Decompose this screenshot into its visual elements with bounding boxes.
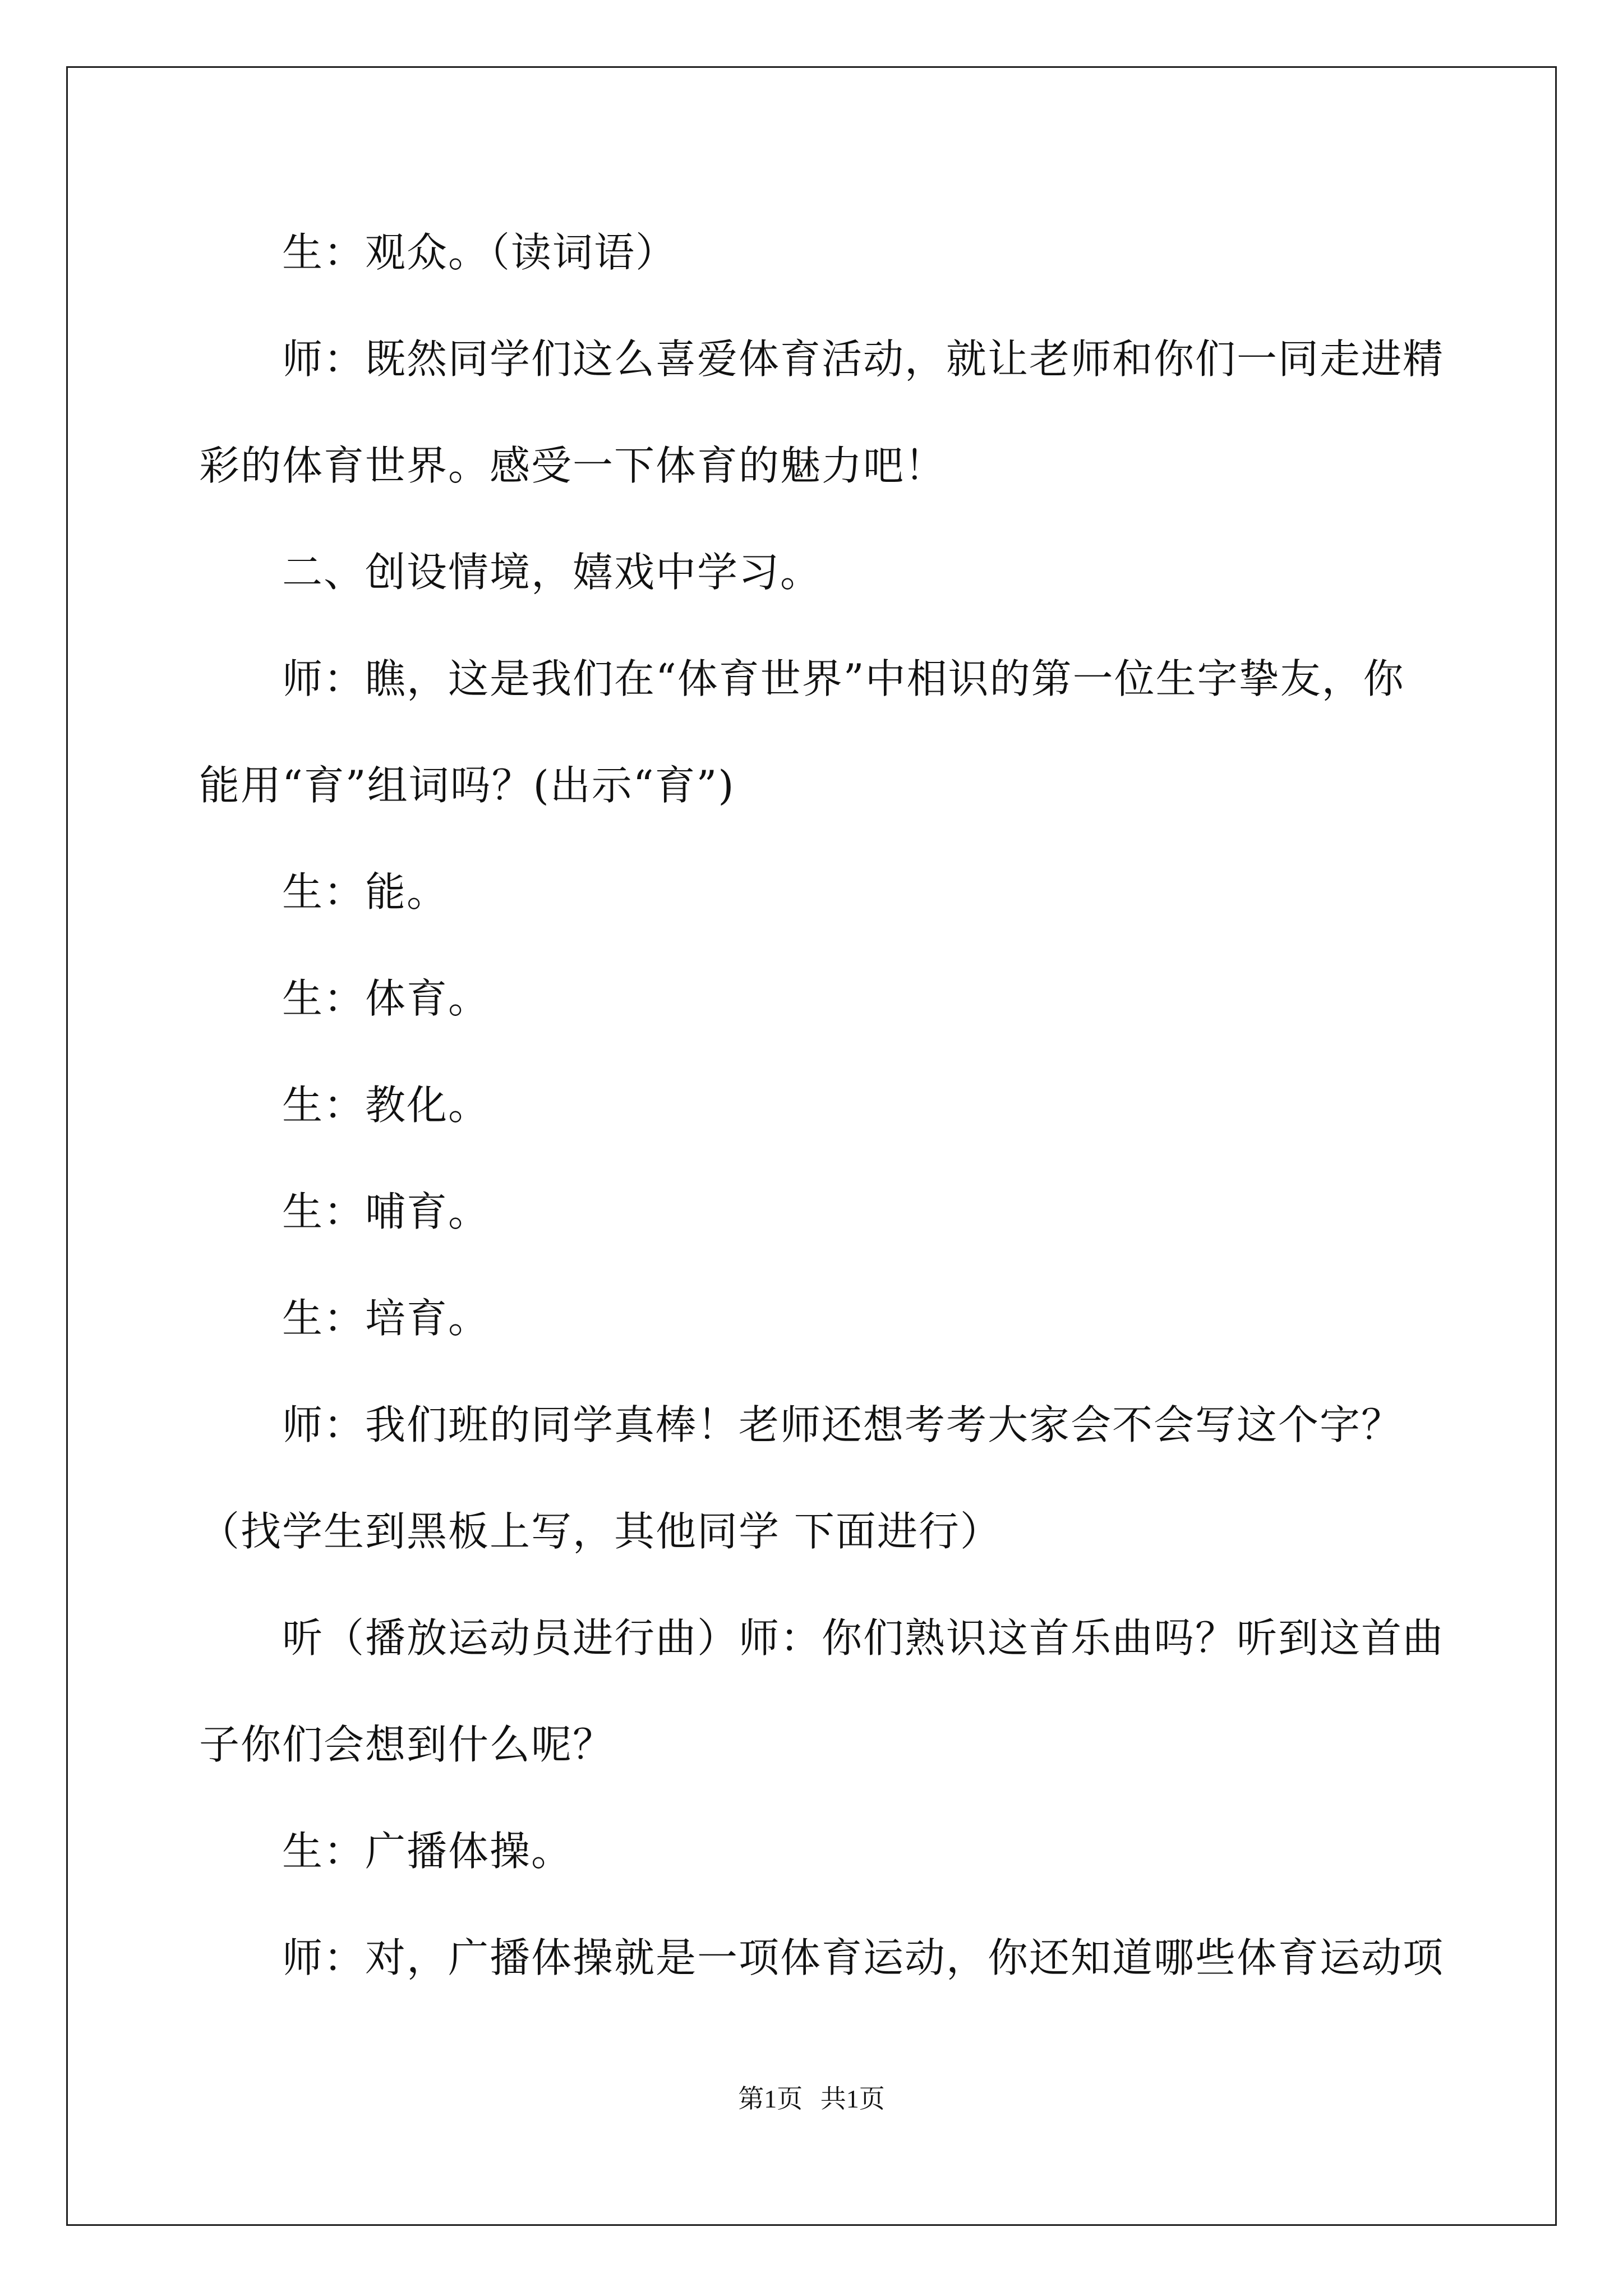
page-total: 共1页 [820, 2085, 885, 2113]
page-footer [0, 2078, 1623, 2115]
paragraph-line: 听（播放运动员进行曲）师：你们熟识这首乐曲吗？听到这首曲 [282, 1614, 1445, 1662]
paragraph-line: 师：瞧，这是我们在“体育世界”中相识的第一位生字挚友，你 [282, 655, 1405, 702]
paragraph-line: 生：体育。 [282, 975, 490, 1022]
paragraph-line: 生：教化。 [282, 1082, 490, 1129]
paragraph-line: 生：能。 [282, 868, 449, 915]
page-border [66, 66, 1557, 2226]
paragraph-line: 能用“育”组词吗？(出示“育”) [199, 762, 735, 809]
section-heading: 二、创设情境，嬉戏中学习。 [282, 549, 822, 596]
paragraph-line: （找学生到黑板上写，其他同学 下面进行） [199, 1508, 1002, 1555]
paragraph-line: 彩的体育世界。感受一下体育的魅力吧！ [199, 442, 947, 489]
paragraph-line: 生：哺育。 [282, 1188, 490, 1235]
paragraph-line: 子你们会想到什么呢？ [199, 1721, 615, 1768]
paragraph-line: 生：广播体操。 [282, 1828, 573, 1875]
paragraph-line: 师：对，广播体操就是一项体育运动，你还知道哪些体育运动项 [282, 1934, 1445, 1981]
paragraph-line: 生：培育。 [282, 1295, 490, 1342]
paragraph-line: 师：既然同学们这么喜爱体育活动，就让老师和你们一同走进精 [282, 335, 1445, 383]
page-number: 第1页 [738, 2085, 803, 2113]
paragraph-line: 师：我们班的同学真棒！老师还想考考大家会不会写这个字？ [282, 1401, 1403, 1448]
paragraph-line: 生：观众。（读词语） [282, 229, 677, 276]
